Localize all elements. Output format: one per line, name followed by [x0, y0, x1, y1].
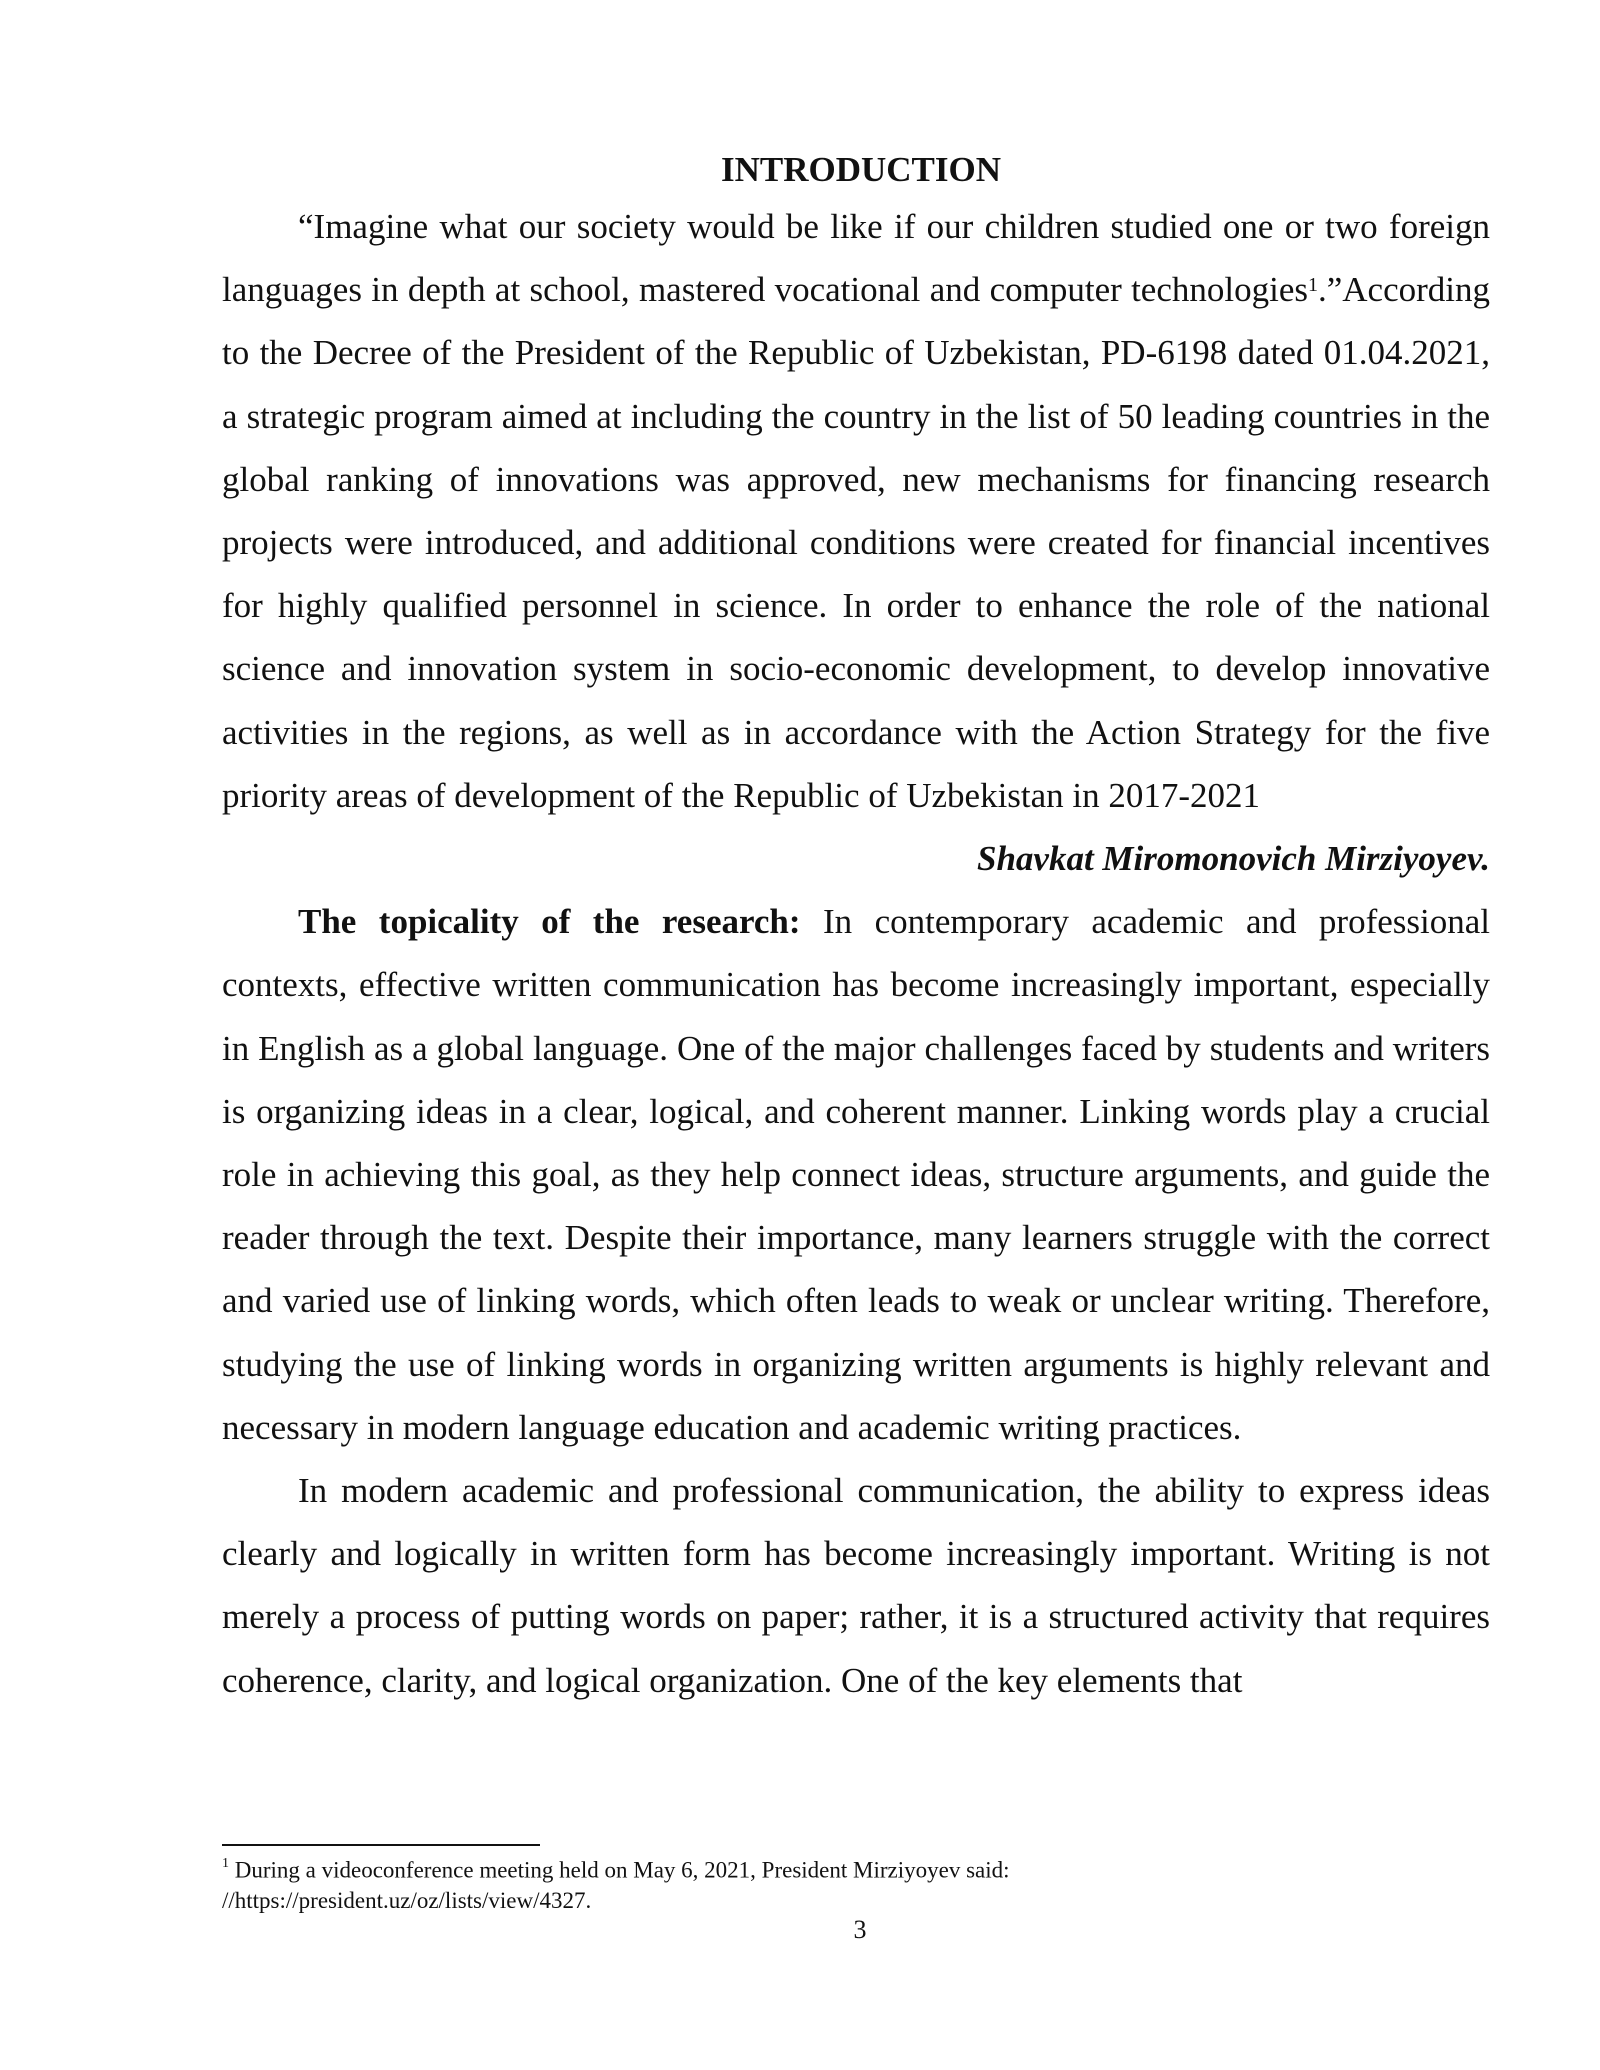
section-heading: INTRODUCTION [720, 150, 1002, 189]
quote-text-end: .”According to the Decree of the President of the Republic of Uzbekistan, PD-6198 dated 01.04.2021, a strategic program aimed at including the country in the list of 50 leading countries in the global ranking of innovations was approved, new mechanisms for financing research projects were introduced, and additional conditions were created for financial incentives for highly qualified personnel in science. In order to enhance the role of the national science and innovation system in socio-economic development, to develop innovative activities in the regions, as well as in accordance with the Action Strategy for the five priority areas of development of the Republic of Uzbekistan in 2017-2021 [222, 270, 1490, 815]
quote-author: Shavkat Miromonovich Mirziyoyev. [976, 839, 1490, 879]
footnote-reference[interactable]: 1 [1307, 274, 1318, 297]
footnote-line-1 [222, 1851, 1490, 1886]
quote-text-start: “Imagine what our society would be like if our children studied one or two foreign languages in depth at school, mastered vocational and computer technologies [222, 207, 1490, 310]
body-paragraph: In modern academic and professional communication, the ability to express ideas clearly and logically in written form has become increasingly important. Writing is not merely a process of putting words on paper; rather, it is a structured activity that requires coherence, clarity, and logical organization. One of the key elements that [222, 1471, 1490, 1700]
topicality-text: In contemporary academic and professional contexts, effective written communication has become increasingly important, especially in English as a global language. One of the major challenges faced by students and writers is organizing ideas in a clear, logical, and coherent manner. Linking words play a crucial role in achieving this goal, as they help connect ideas, structure arguments, and guide the reader through the text. Despite their importance, many learners struggle with the correct and varied use of linking words, which often leads to weak or unclear writing. Therefore, studying the use of linking words in organizing written arguments is highly relevant and necessary in modern language education and academic writing practices. [222, 902, 1490, 1447]
footnote-link[interactable]: //https://president.uz/oz/lists/view/4327. [222, 1887, 592, 1913]
footnote [222, 1851, 1490, 1916]
page-body [222, 145, 1490, 1712]
topicality-label: The topicality of the research: [298, 902, 801, 942]
footnote-text: During a videoconference meeting held on May 6, 2021, President Mirziyoyev said: [229, 1857, 1010, 1883]
topicality-paragraph [222, 890, 1490, 1459]
footnote-separator [222, 1844, 540, 1846]
page-number: 3 [853, 1915, 867, 1944]
quote-paragraph [222, 195, 1490, 827]
footnote-marker: 1 [222, 1856, 229, 1871]
